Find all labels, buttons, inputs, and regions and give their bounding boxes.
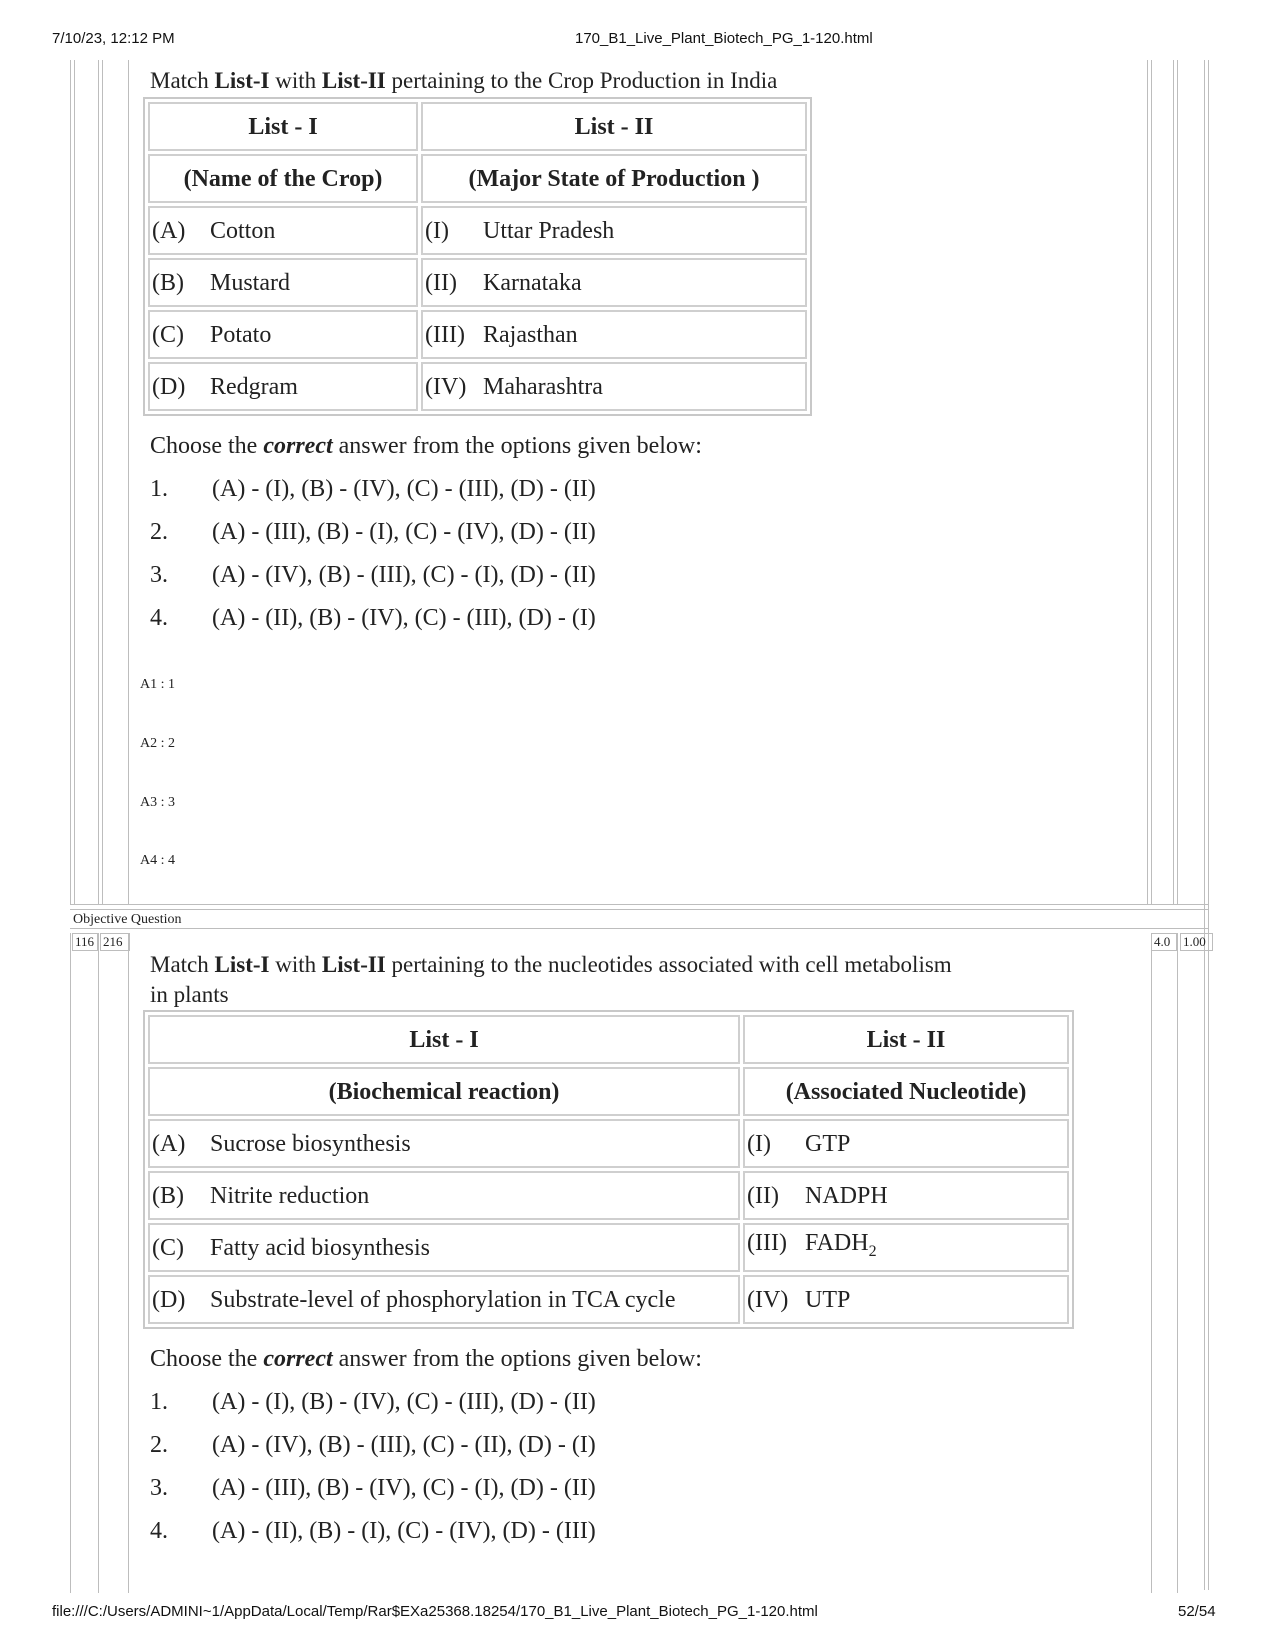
answer-key: A3 : 3: [140, 795, 175, 810]
table-row: (C) Potato (III) Rajasthan: [148, 310, 807, 359]
option-item: 4. (A) - (II), (B) - (IV), (C) - (III), (D) - (I): [150, 605, 596, 631]
table-row: (D) Substrate-level of phosphorylation in TCA cycle (IV) UTP: [148, 1275, 1069, 1324]
frame-line: [1177, 933, 1178, 1593]
answer-key: A1 : 1: [140, 677, 175, 692]
table-header: List - II: [421, 102, 807, 151]
frame-line: [1173, 60, 1174, 905]
question-marks: 4.0: [1151, 933, 1177, 951]
table-subheader: (Major State of Production ): [421, 154, 807, 203]
table-subheader: (Associated Nucleotide): [743, 1067, 1069, 1116]
question-id: 216: [100, 933, 130, 951]
frame-line: [70, 933, 71, 1593]
frame-line: [1204, 60, 1205, 1590]
option-item: 3. (A) - (III), (B) - (IV), (C) - (I), (D) - (II): [150, 1475, 596, 1501]
frame-line: [1151, 933, 1152, 1593]
table-subheader: (Biochemical reaction): [148, 1067, 740, 1116]
table-row: (B) Nitrite reduction (II) NADPH: [148, 1171, 1069, 1220]
choose-instruction: Choose the correct answer from the options given below:: [150, 1346, 702, 1372]
frame-line: [1151, 60, 1152, 905]
table-row: (A) Cotton (I) Uttar Pradesh: [148, 206, 807, 255]
table-header: List - I: [148, 1015, 740, 1064]
choose-instruction: Choose the correct answer from the options given below:: [150, 433, 702, 459]
print-page-number: 52/54: [1178, 1603, 1216, 1620]
question-type-label: Objective Question: [73, 912, 182, 927]
table-row: (A) Sucrose biosynthesis (I) GTP: [148, 1119, 1069, 1168]
question-stem: Match List-I with List-II pertaining to the Crop Production in India: [150, 68, 778, 93]
question-number: 116: [72, 933, 98, 951]
frame-line: [70, 60, 71, 905]
table-header: List - II: [743, 1015, 1069, 1064]
frame-line: [128, 60, 129, 905]
option-item: 1. (A) - (I), (B) - (IV), (C) - (III), (D) - (II): [150, 476, 596, 502]
frame-line: [102, 60, 103, 905]
frame-line: [1208, 60, 1209, 1590]
frame-line: [1177, 60, 1178, 905]
frame-line: [98, 60, 99, 905]
option-item: 1. (A) - (I), (B) - (IV), (C) - (III), (D) - (II): [150, 1389, 596, 1415]
print-file-path: file:///C:/Users/ADMINI~1/AppData/Local/Temp/Rar$EXa25368.18254/170_B1_Live_Plant_Biotech_PG_1-120.html: [52, 1603, 818, 1620]
match-table: [143, 97, 812, 416]
option-item: 3. (A) - (IV), (B) - (III), (C) - (I), (D) - (II): [150, 562, 596, 588]
frame-line: [74, 60, 75, 905]
question-negative-marks: 1.00: [1180, 933, 1213, 951]
print-title: 170_B1_Live_Plant_Biotech_PG_1-120.html: [575, 30, 873, 47]
table-row: (D) Redgram (IV) Maharashtra: [148, 362, 807, 411]
option-item: 2. (A) - (III), (B) - (I), (C) - (IV), (D) - (II): [150, 519, 596, 545]
table-header: List - I: [148, 102, 418, 151]
print-datetime: 7/10/23, 12:12 PM: [52, 30, 175, 47]
frame-line: [1147, 60, 1148, 905]
question-stem: Match List-I with List-II pertaining to the nucleotides associated with cell metabolism in plants: [150, 952, 952, 1007]
frame-line: [70, 904, 1209, 905]
option-item: 4. (A) - (II), (B) - (I), (C) - (IV), (D) - (III): [150, 1518, 596, 1544]
table-row: (B) Mustard (II) Karnataka: [148, 258, 807, 307]
frame-line: [70, 909, 1209, 910]
frame-line: [98, 933, 99, 1593]
answer-key: A4 : 4: [140, 853, 175, 868]
frame-line: [128, 933, 129, 1593]
frame-line: [70, 928, 1209, 929]
table-subheader: (Name of the Crop): [148, 154, 418, 203]
match-table: [143, 1010, 1074, 1329]
table-row: (C) Fatty acid biosynthesis (III) $FADH_2$: [148, 1223, 1069, 1272]
option-item: 2. (A) - (IV), (B) - (III), (C) - (II), (D) - (I): [150, 1432, 596, 1458]
answer-key: A2 : 2: [140, 736, 175, 751]
